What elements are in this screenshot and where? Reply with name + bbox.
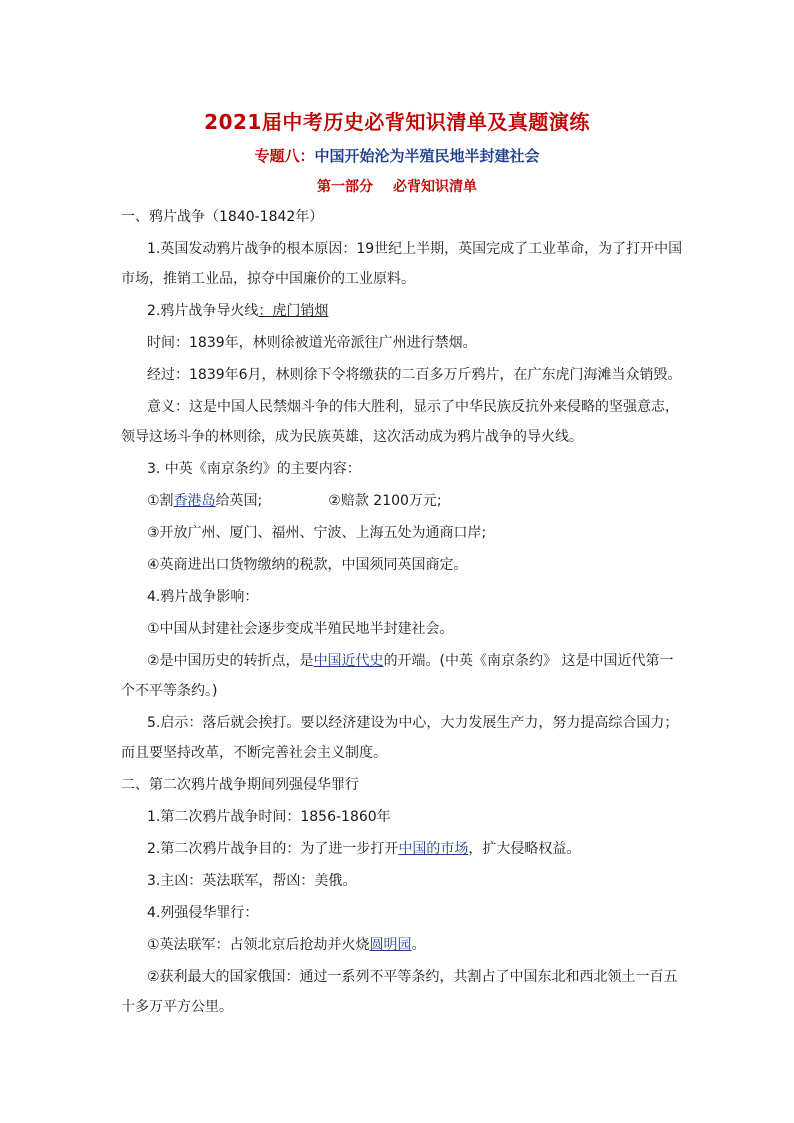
treaty-item-3: ③开放广州、厦门、福州、宁波、上海五处为通商口岸; xyxy=(147,525,487,541)
paragraph-impact: 4.鸦片战争影响： xyxy=(147,589,259,605)
impact-item-2-suffix: 的开端。(中英《南京条约》 这是中国近代第一 xyxy=(383,653,674,669)
treaty-item-4: ④英商进出口货物缴纳的税款，中国须同英国商定。 xyxy=(147,557,468,573)
paragraph-culprits: 3.主凶：英法联军，帮凶：美俄。 xyxy=(147,873,357,889)
impact-item-1: ①中国从封建社会逐步变成半殖民地半封建社会。 xyxy=(147,621,454,637)
crime-item-2: ②获利最大的国家俄国：通过一系列不平等条约，共割占了中国东北和西北领土一百五 xyxy=(147,969,678,985)
treaty-item-1-suffix: 给英国; xyxy=(215,493,263,509)
paragraph-second-war-time: 1.第二次鸦片战争时间：1856-1860年 xyxy=(147,809,391,825)
crime-item-2-cont: 十多万平方公里。 xyxy=(121,999,233,1015)
paragraph-root-cause: 1.英国发动鸦片战争的根本原因：19世纪上半期，英国完成了工业革命，为了打开中国 xyxy=(147,241,683,257)
purpose-prefix: 2.第二次鸦片战争目的：为了进一步打开 xyxy=(147,841,399,857)
yuanmingyuan-link[interactable]: 圆明园 xyxy=(369,937,412,953)
treaty-item-1-prefix: ①割 xyxy=(147,493,174,509)
impact-item-2-cont: 个不平等条约。) xyxy=(121,683,218,699)
part-heading-name: 必背知识清单 xyxy=(393,179,477,195)
topic-subtitle xyxy=(0,145,794,166)
paragraph-process: 经过：1839年6月，林则徐下令将缴获的二百多万斤鸦片，在广东虎门海滩当众销毁。 xyxy=(147,367,682,383)
subtitle-label: 专题八： xyxy=(254,147,315,165)
paragraph-trigger xyxy=(147,302,328,320)
paragraph-crimes: 4.列强侵华罪行： xyxy=(147,905,259,921)
section-heading-second-opium-war: 二、第二次鸦片战争期间列强侵华罪行 xyxy=(121,777,359,793)
subtitle-topic: 中国开始沦为半殖民地半封建社会 xyxy=(314,147,540,165)
purpose-suffix: ，扩大侵略权益。 xyxy=(468,841,581,857)
trigger-label: 2.鸦片战争导火线 xyxy=(147,303,259,319)
crime-item-1 xyxy=(147,936,426,954)
crime-item-1-prefix: ①英法联军：占领北京后抢劫并火烧 xyxy=(147,937,370,953)
crime-item-1-suffix: 。 xyxy=(411,937,426,953)
paragraph-root-cause-cont: 市场，推销工业品，掠夺中国廉价的工业原料。 xyxy=(121,271,415,287)
part-heading-number: 第一部分 xyxy=(317,179,373,195)
part-heading xyxy=(0,176,794,196)
treaty-item-2: ②赔款 2100万元; xyxy=(328,493,442,509)
paragraph-significance-cont: 领导这场斗争的林则徐，成为民族英雄，这次活动成为鸦片战争的导火线。 xyxy=(121,429,583,445)
paragraph-nanjing-treaty: 3. 中英《南京条约》的主要内容： xyxy=(147,461,361,477)
trigger-link-humen[interactable]: ：虎门销烟 xyxy=(258,303,329,319)
paragraph-lesson: 5.启示：落后就会挨打。要以经济建设为中心，大力发展生产力，努力提高综合国力； xyxy=(147,715,679,731)
hong-kong-link[interactable]: 香港岛 xyxy=(173,493,216,509)
section-heading-opium-war: 一、鸦片战争（1840-1842年） xyxy=(121,209,324,225)
document-title: 2021届中考历史必背知识清单及真题演练 xyxy=(204,110,590,134)
paragraph-second-war-purpose xyxy=(147,840,580,858)
impact-item-2-prefix: ②是中国历史的转折点，是 xyxy=(147,653,314,669)
paragraph-lesson-cont: 而且要坚持改革，不断完善社会主义制度。 xyxy=(121,745,387,761)
china-market-link[interactable]: 中国的市场 xyxy=(398,841,469,857)
paragraph-significance: 意义：这是中国人民禁烟斗争的伟大胜利，显示了中华民族反抗外来侵略的坚强意志， xyxy=(147,399,679,415)
paragraph-time: 时间：1839年，林则徐被道光帝派往广州进行禁烟。 xyxy=(147,335,477,351)
treaty-item-1-2 xyxy=(147,492,442,510)
impact-item-2 xyxy=(147,652,673,670)
modern-history-link[interactable]: 中国近代史 xyxy=(313,653,384,669)
